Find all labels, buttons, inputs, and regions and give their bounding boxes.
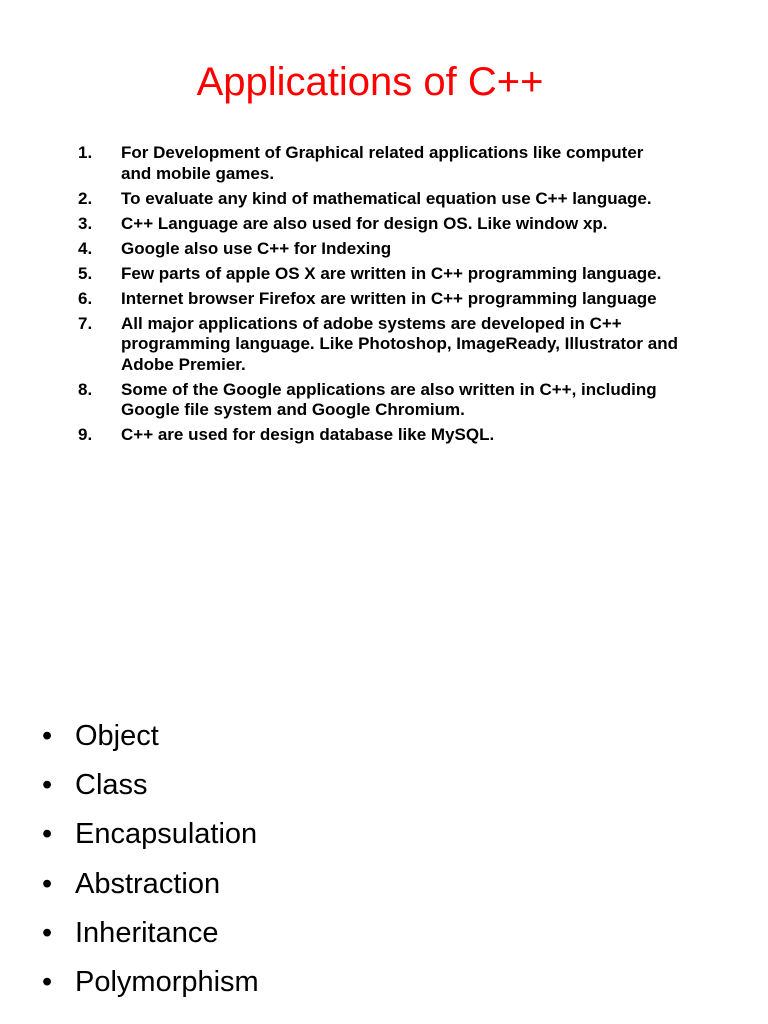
- bullet-item: [42, 958, 642, 1007]
- bullet-icon: •: [42, 966, 53, 999]
- list-item: [78, 239, 678, 260]
- list-item: [78, 264, 678, 285]
- bullet-icon: •: [42, 769, 53, 802]
- list-item-text: All major applications of adobe systems are developed in C++ programming language. Like Photoshop, ImageReady, Illustrator and Adobe Premier.: [121, 313, 678, 374]
- bullet-item-text: Object: [75, 720, 159, 752]
- bullet-item: [42, 761, 642, 810]
- list-item-text: C++ Language are also used for design OS. Like window xp.: [121, 213, 608, 233]
- list-item-number: 9.: [78, 425, 93, 444]
- list-item-text: For Development of Graphical related applications like computer and mobile games.: [121, 143, 644, 183]
- list-item-number: 8.: [78, 379, 93, 399]
- page-title: Applications of C++: [196, 60, 544, 104]
- applications-list: [78, 143, 678, 450]
- list-item-number: 7.: [78, 313, 93, 333]
- list-item: [78, 425, 678, 446]
- list-item-text: Google also use C++ for Indexing: [121, 238, 392, 258]
- list-item-text: To evaluate any kind of mathematical equation use C++ language.: [121, 188, 652, 208]
- bullet-item: [42, 712, 642, 761]
- bullet-icon: •: [42, 867, 53, 900]
- list-item-text: Internet browser Firefox are written in C++ programming language: [121, 288, 657, 308]
- list-item-number: 5.: [78, 263, 93, 283]
- list-item-number: 4.: [78, 238, 93, 258]
- bullet-icon: •: [42, 720, 53, 752]
- list-item: [78, 380, 678, 421]
- bullet-item-text: Inheritance: [75, 916, 219, 949]
- bullet-item-text: Encapsulation: [75, 818, 258, 851]
- oop-concepts-list: [42, 712, 642, 1007]
- list-item: [78, 189, 678, 210]
- bullet-item-text: Class: [75, 769, 148, 802]
- bullet-item: [42, 860, 642, 909]
- bullet-icon: •: [42, 818, 53, 851]
- list-item: [78, 314, 678, 376]
- bullet-item-text: Polymorphism: [75, 966, 259, 999]
- bullet-item-text: Abstraction: [75, 867, 221, 900]
- bullet-item: [42, 810, 642, 859]
- list-item-number: 2.: [78, 188, 93, 208]
- bullet-icon: •: [42, 916, 53, 949]
- list-item-number: 1.: [78, 143, 93, 162]
- list-item-number: 3.: [78, 213, 93, 233]
- list-item-text: C++ are used for design database like MySQL.: [121, 425, 495, 444]
- list-item: [78, 143, 678, 184]
- list-item-text: Some of the Google applications are also written in C++, including Google file system and Google Chromium.: [121, 379, 657, 419]
- list-item-text: Few parts of apple OS X are written in C++ programming language.: [121, 263, 662, 283]
- list-item: [78, 214, 678, 235]
- list-item: [78, 289, 678, 310]
- list-item-number: 6.: [78, 288, 93, 308]
- bullet-item: [42, 909, 642, 958]
